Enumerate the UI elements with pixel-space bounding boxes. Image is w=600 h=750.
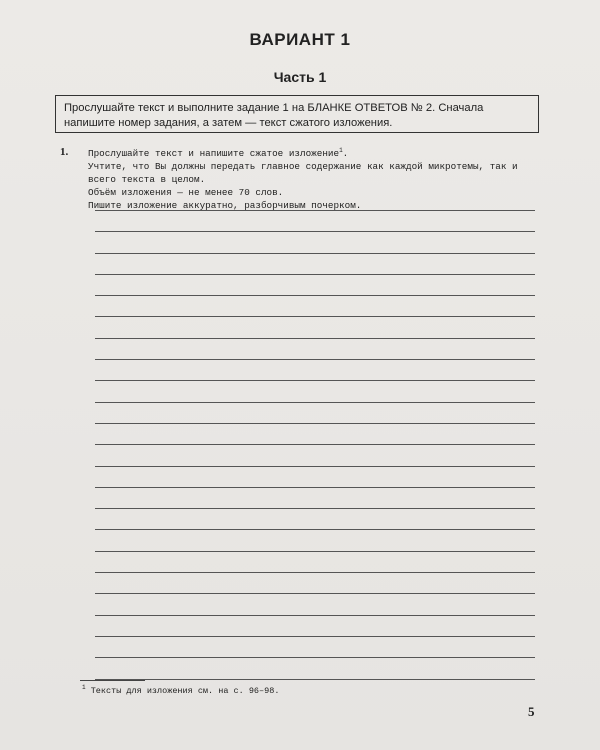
- answer-lines: [95, 210, 535, 700]
- answer-line: [95, 679, 535, 680]
- answer-line: [95, 487, 535, 488]
- answer-line: [95, 615, 535, 616]
- footnote-sup: 1: [82, 684, 86, 691]
- footnote-marker: 1: [339, 147, 343, 154]
- answer-line: [95, 636, 535, 637]
- answer-line: [95, 508, 535, 509]
- answer-line: [95, 231, 535, 232]
- task-number: 1.: [60, 146, 69, 158]
- answer-line: [95, 253, 535, 254]
- answer-line: [95, 380, 535, 381]
- task-text: [88, 144, 543, 212]
- answer-line: [95, 274, 535, 275]
- footnote-rule: [80, 680, 145, 681]
- task-line-3: Объём изложения — не менее 70 слов.: [88, 187, 284, 199]
- answer-line: [95, 402, 535, 403]
- answer-line: [95, 657, 535, 658]
- answer-line: [95, 529, 535, 530]
- page-number: 5: [528, 704, 535, 719]
- answer-line: [95, 593, 535, 594]
- answer-line: [95, 210, 535, 211]
- task-line-2: Учтите, что Вы должны передать главное содержание как каждой микротемы, так и всего текста в целом.: [88, 161, 518, 186]
- instruction-box: [55, 95, 539, 133]
- variant-title: ВАРИАНТ 1: [249, 30, 351, 49]
- answer-line: [95, 316, 535, 317]
- task-line-4: Пишите изложение аккуратно, разборчивым почерком.: [88, 200, 362, 212]
- answer-line: [95, 466, 535, 467]
- answer-line: [95, 423, 535, 424]
- task-line-1-end: .: [342, 148, 349, 160]
- answer-line: [95, 444, 535, 445]
- answer-line: [95, 572, 535, 573]
- footnote: [82, 684, 279, 696]
- instruction-text: Прослушайте текст и выполните задание 1 на БЛАНКЕ ОТВЕТОВ № 2. Сначала напишите номер задания, а затем — текст сжатого изложения.: [64, 102, 484, 129]
- part-title: Часть 1: [273, 69, 327, 85]
- answer-line: [95, 359, 535, 360]
- footnote-text: Тексты для изложения см. на с. 96–98.: [85, 685, 280, 696]
- answer-line: [95, 551, 535, 552]
- answer-line: [95, 338, 535, 339]
- task-line-1: Прослушайте текст и напишите сжатое изложение: [88, 148, 340, 160]
- answer-line: [95, 295, 535, 296]
